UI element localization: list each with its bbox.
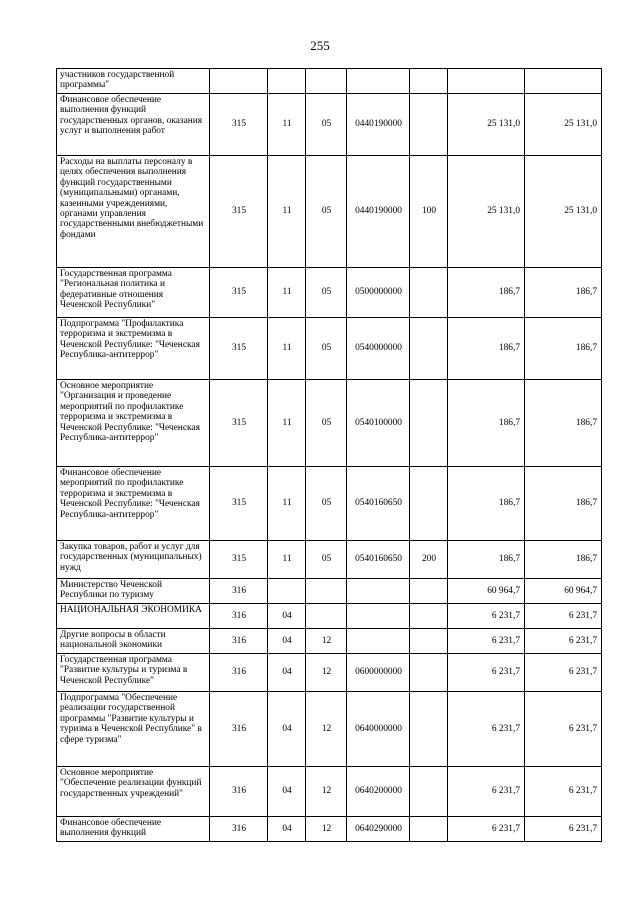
table-row	[57, 541, 602, 579]
subsection-code	[306, 579, 347, 604]
ministry-code: 315	[210, 318, 268, 380]
subsection-code: 12	[306, 629, 347, 654]
expense-type-code: 100	[410, 156, 448, 268]
ministry-code: 315	[210, 541, 268, 579]
target-article-code	[347, 604, 410, 629]
subsection-code: 05	[306, 156, 347, 268]
target-article-code: 0440190000	[347, 94, 410, 156]
amount-1: 6 231,7	[448, 817, 525, 842]
expense-type-code	[410, 380, 448, 467]
target-article-code	[347, 69, 410, 94]
ministry-code: 315	[210, 467, 268, 541]
ministry-code: 316	[210, 579, 268, 604]
amount-1: 6 231,7	[448, 692, 525, 767]
row-name: Финансовое обеспечение мероприятий по профилактике терроризма и экстремизма в Чеченской Республике: "Чеченская Республика-антитеррор"	[57, 467, 210, 541]
table-row	[57, 654, 602, 692]
row-name: Государственная программа "Развитие культуры и туризма в Чеченской Республике"	[57, 654, 210, 692]
target-article-code: 0440190000	[347, 156, 410, 268]
table-row	[57, 467, 602, 541]
row-name: Подпрограмма "Обеспечение реализации государственной программы "Развитие культуры и туризма в Чеченской Республике" в сфере туризма"	[57, 692, 210, 767]
amount-1: 186,7	[448, 318, 525, 380]
subsection-code	[306, 604, 347, 629]
target-article-code: 0540100000	[347, 380, 410, 467]
table-row	[57, 156, 602, 268]
subsection-code: 12	[306, 767, 347, 817]
table-row	[57, 94, 602, 156]
expense-type-code: 200	[410, 541, 448, 579]
amount-1: 186,7	[448, 268, 525, 318]
target-article-code: 0540160650	[347, 541, 410, 579]
budget-table	[56, 68, 602, 842]
ministry-code: 316	[210, 692, 268, 767]
subsection-code	[306, 69, 347, 94]
section-code: 11	[268, 318, 306, 380]
row-name: Основное мероприятие "Обеспечение реализации функций государственных учреждений"	[57, 767, 210, 817]
amount-2: 186,7	[525, 268, 602, 318]
section-code: 04	[268, 767, 306, 817]
expense-type-code	[410, 767, 448, 817]
expense-type-code	[410, 692, 448, 767]
amount-1: 186,7	[448, 541, 525, 579]
row-name: Расходы на выплаты персоналу в целях обеспечения выполнения функций государственными (муниципальными) органами, казенными учреждениями, органами управления государственными внебюджетными фондами	[57, 156, 210, 268]
section-code: 04	[268, 604, 306, 629]
ministry-code: 316	[210, 817, 268, 842]
table-row	[57, 268, 602, 318]
target-article-code: 0640000000	[347, 692, 410, 767]
expense-type-code	[410, 94, 448, 156]
expense-type-code	[410, 268, 448, 318]
target-article-code: 0500000000	[347, 268, 410, 318]
amount-2: 6 231,7	[525, 604, 602, 629]
amount-2: 6 231,7	[525, 767, 602, 817]
subsection-code: 05	[306, 94, 347, 156]
amount-2: 6 231,7	[525, 629, 602, 654]
target-article-code	[347, 579, 410, 604]
amount-2: 186,7	[525, 318, 602, 380]
table-row	[57, 318, 602, 380]
target-article-code	[347, 629, 410, 654]
target-article-code: 0640290000	[347, 817, 410, 842]
expense-type-code	[410, 579, 448, 604]
row-name: Финансовое обеспечение выполнения функций государственных органов, оказания услуг и выполнения работ	[57, 94, 210, 156]
expense-type-code	[410, 467, 448, 541]
subsection-code: 12	[306, 654, 347, 692]
amount-1: 6 231,7	[448, 604, 525, 629]
section-code: 11	[268, 268, 306, 318]
amount-1: 6 231,7	[448, 629, 525, 654]
expense-type-code	[410, 817, 448, 842]
expense-type-code	[410, 629, 448, 654]
table-row	[57, 579, 602, 604]
table-row	[57, 692, 602, 767]
amount-2	[525, 69, 602, 94]
target-article-code: 0600000000	[347, 654, 410, 692]
amount-1: 25 131,0	[448, 156, 525, 268]
amount-1: 6 231,7	[448, 654, 525, 692]
row-name: Подпрограмма "Профилактика терроризма и экстремизма в Чеченской Республике: "Чеченская Республика-антитеррор"	[57, 318, 210, 380]
amount-1: 25 131,0	[448, 94, 525, 156]
amount-2: 25 131,0	[525, 156, 602, 268]
amount-2: 6 231,7	[525, 654, 602, 692]
amount-2: 25 131,0	[525, 94, 602, 156]
subsection-code: 05	[306, 467, 347, 541]
section-code: 04	[268, 692, 306, 767]
section-code: 04	[268, 654, 306, 692]
row-name: Другие вопросы в области национальной экономики	[57, 629, 210, 654]
table-row	[57, 817, 602, 842]
row-name: участников государственной программы"	[57, 69, 210, 94]
amount-1: 6 231,7	[448, 767, 525, 817]
row-name: Закупка товаров, работ и услуг для государственных (муниципальных) нужд	[57, 541, 210, 579]
row-name: Финансовое обеспечение выполнения функций	[57, 817, 210, 842]
amount-1	[448, 69, 525, 94]
ministry-code: 315	[210, 94, 268, 156]
expense-type-code	[410, 69, 448, 94]
amount-1: 60 964,7	[448, 579, 525, 604]
section-code: 11	[268, 541, 306, 579]
section-code	[268, 69, 306, 94]
ministry-code: 315	[210, 380, 268, 467]
target-article-code: 0540000000	[347, 318, 410, 380]
ministry-code: 316	[210, 654, 268, 692]
section-code: 04	[268, 817, 306, 842]
section-code: 04	[268, 629, 306, 654]
amount-2: 6 231,7	[525, 692, 602, 767]
ministry-code: 315	[210, 268, 268, 318]
table-row	[57, 767, 602, 817]
row-name: НАЦИОНАЛЬНАЯ ЭКОНОМИКА	[57, 604, 210, 629]
table-row	[57, 380, 602, 467]
expense-type-code	[410, 654, 448, 692]
section-code: 11	[268, 156, 306, 268]
subsection-code: 12	[306, 817, 347, 842]
ministry-code: 316	[210, 629, 268, 654]
subsection-code: 05	[306, 318, 347, 380]
expense-type-code	[410, 318, 448, 380]
row-name: Министерство Чеченской Республики по туризму	[57, 579, 210, 604]
table-row	[57, 604, 602, 629]
subsection-code: 05	[306, 541, 347, 579]
amount-2: 186,7	[525, 467, 602, 541]
table-row	[57, 629, 602, 654]
target-article-code: 0640200000	[347, 767, 410, 817]
expense-type-code	[410, 604, 448, 629]
amount-1: 186,7	[448, 467, 525, 541]
ministry-code: 316	[210, 604, 268, 629]
subsection-code: 05	[306, 380, 347, 467]
section-code: 11	[268, 380, 306, 467]
row-name: Государственная программа "Региональная политика и федеративные отношения Чеченской Республики"	[57, 268, 210, 318]
amount-2: 186,7	[525, 380, 602, 467]
section-code: 11	[268, 94, 306, 156]
amount-2: 6 231,7	[525, 817, 602, 842]
subsection-code: 05	[306, 268, 347, 318]
amount-2: 186,7	[525, 541, 602, 579]
row-name: Основное мероприятие "Организация и проведение мероприятий по профилактике терроризма и экстремизма в Чеченской Республике: "Чеченская Республика-антитеррор"	[57, 380, 210, 467]
page-number: 255	[310, 38, 330, 53]
ministry-code	[210, 69, 268, 94]
ministry-code: 315	[210, 156, 268, 268]
target-article-code: 0540160650	[347, 467, 410, 541]
subsection-code: 12	[306, 692, 347, 767]
section-code	[268, 579, 306, 604]
amount-2: 60 964,7	[525, 579, 602, 604]
table-row	[57, 69, 602, 94]
amount-1: 186,7	[448, 380, 525, 467]
section-code: 11	[268, 467, 306, 541]
ministry-code: 316	[210, 767, 268, 817]
